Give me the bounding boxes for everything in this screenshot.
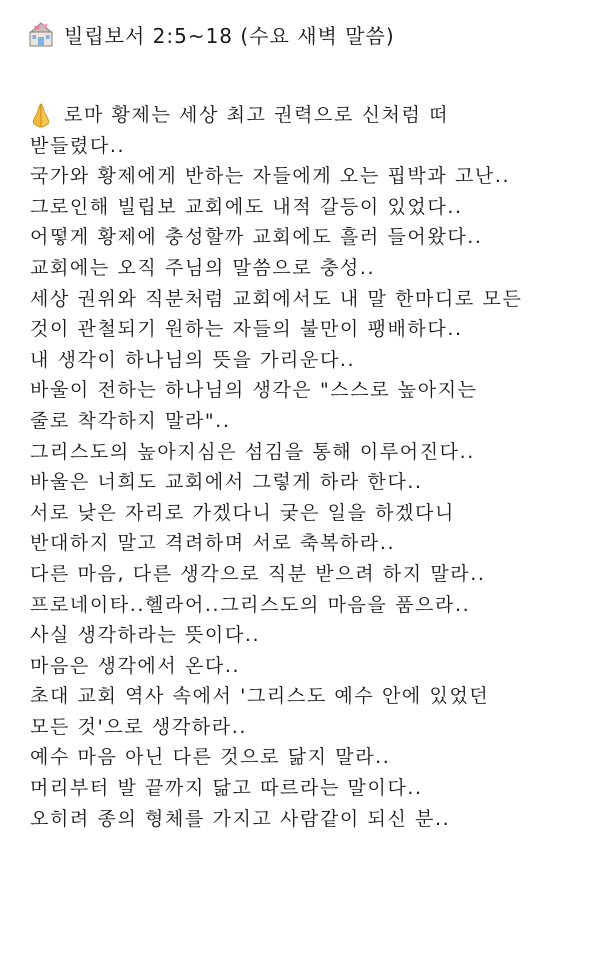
text-line: 바울은 너희도 교회에서 그렇게 하라 한다.. xyxy=(30,471,423,494)
text-line: 것이 관철되기 원하는 자들의 불만이 팽배하다.. xyxy=(30,318,463,341)
text-line: 초대 교회 역사 속에서 '그리스도 예수 안에 있었던 xyxy=(30,685,490,708)
text-line: 프로네이타..헬라어..그리스도의 마음을 품으라.. xyxy=(30,593,471,616)
title-row xyxy=(28,14,590,54)
praying-hands-icon xyxy=(28,102,54,128)
text-line: 줄로 착각하지 말라".. xyxy=(30,409,231,432)
text-line: 바울이 전하는 하나님의 생각은 "스스로 높아지는 xyxy=(30,379,478,402)
title-spacer xyxy=(34,54,590,100)
text-line: 다른 마음, 다른 생각으로 직분 받으려 하지 말라.. xyxy=(30,562,486,585)
text-line: 그로인해 빌립보 교회에도 내적 갈등이 있었다.. xyxy=(30,195,463,218)
text-line: 모든 것'으로 생각하라.. xyxy=(30,715,247,738)
text-line: 내 생각이 하나님의 뜻을 가리운다.. xyxy=(30,348,356,371)
wedding-chapel-icon xyxy=(28,21,54,47)
text-line: 국가와 황제에게 반하는 자들에게 오는 핍박과 고난.. xyxy=(30,165,511,188)
text-line: 어떻게 황제에 충성할까 교회에도 흘러 들어왔다.. xyxy=(30,226,483,249)
text-line: 예수 마음 아닌 다른 것으로 닮지 말라.. xyxy=(30,746,391,769)
text-line xyxy=(28,100,590,131)
text-line: 머리부터 발 끝까지 닮고 따르라는 말이다.. xyxy=(30,777,423,800)
text-line: 세상 권위와 직분처럼 교회에서도 내 말 한마디로 모든 xyxy=(30,287,523,310)
text-line: 그리스도의 높아지심은 섬김을 통해 이루어진다.. xyxy=(30,440,475,463)
text-line: 오히려 종의 형체를 가지고 사람같이 되신 분.. xyxy=(30,807,451,830)
text-line: 받들렸다.. xyxy=(30,134,126,157)
text-line: 반대하지 말고 격려하며 서로 축복하라.. xyxy=(30,532,396,555)
text-line: 서로 낮은 자리로 가겠다니 궂은 일을 하겠다니 xyxy=(30,501,455,524)
sermon-note-body xyxy=(30,100,590,834)
page-title: 빌립보서 2:5~18 (수요 새벽 말씀) xyxy=(64,23,395,48)
text-line-content: 로마 황제는 세상 최고 권력으로 신처럼 떠 xyxy=(64,104,450,126)
text-line: 마음은 생각에서 온다.. xyxy=(30,654,241,677)
text-line: 사실 생각하라는 뜻이다.. xyxy=(30,624,261,647)
text-line: 교회에는 오직 주님의 말씀으로 충성.. xyxy=(30,256,376,279)
